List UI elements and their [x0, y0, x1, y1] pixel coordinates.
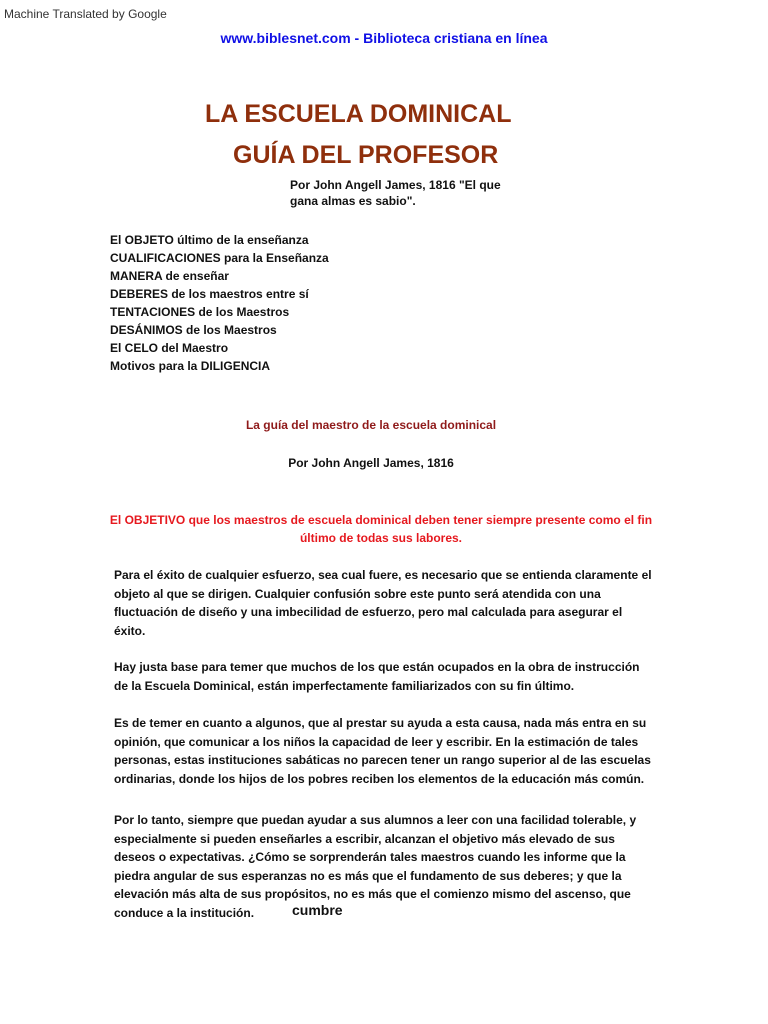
- trailing-word: cumbre: [292, 902, 343, 918]
- document-title-line-2: GUÍA DEL PROFESOR: [233, 141, 499, 169]
- toc-link-desanimos[interactable]: DESÁNIMOS de los Maestros: [110, 323, 277, 337]
- document-title-line-1: LA ESCUELA DOMINICAL: [205, 100, 512, 128]
- toc-item[interactable]: [110, 357, 329, 375]
- section-heading: El OBJETIVO que los maestros de escuela dominical deben tener siempre presente como el fin último de todas sus labores.: [109, 513, 653, 545]
- toc-item[interactable]: [110, 249, 329, 267]
- body-paragraph: Por lo tanto, siempre que puedan ayudar a sus alumnos a leer con una facilidad tolerable, y especialmente si pueden enseñarles a escribir, alcanzan el objetivo más elevado de sus deseos o expectativas. ¿Cómo se sorprenderán tales maestros cuando les informe que la piedra angular de sus esperanzas no es más que el fundamento de sus deberes; y que la elevación más alta de sus propósitos, no es más que el comienzo mismo del ascenso, que conduce a la institución.: [114, 813, 637, 920]
- toc-item[interactable]: [110, 231, 329, 249]
- body-paragraph: Para el éxito de cualquier esfuerzo, sea cual fuere, es necesario que se entienda claramente el objeto al que se dirigen. Cualquier confusión sobre este punto será atendida con una fluctuación de diseño y una imbecilidad de esfuerzo, pero mal calculada para asegurar el éxito.: [114, 568, 652, 638]
- machine-translation-banner: Machine Translated by Google: [4, 7, 167, 21]
- body-paragraph: Hay justa base para temer que muchos de los que están ocupados en la obra de instrucción de la Escuela Dominical, están imperfectamente familiarizados con su fin último.: [114, 660, 640, 693]
- toc-item[interactable]: [110, 339, 329, 357]
- table-of-contents: [110, 231, 329, 375]
- toc-link-objeto[interactable]: El OBJETO último de la enseñanza: [110, 233, 309, 247]
- site-link[interactable]: www.biblesnet.com - Biblioteca cristiana en línea: [220, 30, 548, 46]
- toc-item[interactable]: [110, 303, 329, 321]
- toc-link-deberes[interactable]: DEBERES de los maestros entre sí: [110, 287, 309, 301]
- toc-link-manera[interactable]: MANERA de enseñar: [110, 269, 229, 283]
- toc-link-celo[interactable]: El CELO del Maestro: [110, 341, 229, 355]
- toc-link-tentaciones[interactable]: TENTACIONES de los Maestros: [110, 305, 290, 319]
- author-line: Por John Angell James, 1816: [288, 456, 454, 470]
- toc-link-diligencia[interactable]: Motivos para la DILIGENCIA: [110, 359, 271, 373]
- byline: Por John Angell James, 1816 "El que gana almas es sabio".: [290, 178, 501, 208]
- toc-item[interactable]: [110, 285, 329, 303]
- toc-item[interactable]: [110, 267, 329, 285]
- section-subtitle: La guía del maestro de la escuela dominical: [245, 418, 497, 432]
- body-paragraph: Es de temer en cuanto a algunos, que al prestar su ayuda a esta causa, nada más entra en su opinión, que comunicar a los niños la capacidad de leer y escribir. En la estimación de tales personas, estas instituciones sabáticas no parecen tener un rango superior al de las escuelas ordinarias, donde los hijos de los pobres reciben los elementos de la educación más común.: [114, 716, 651, 786]
- toc-item[interactable]: [110, 321, 329, 339]
- toc-link-cualificaciones[interactable]: CUALIFICACIONES para la Enseñanza: [110, 251, 329, 265]
